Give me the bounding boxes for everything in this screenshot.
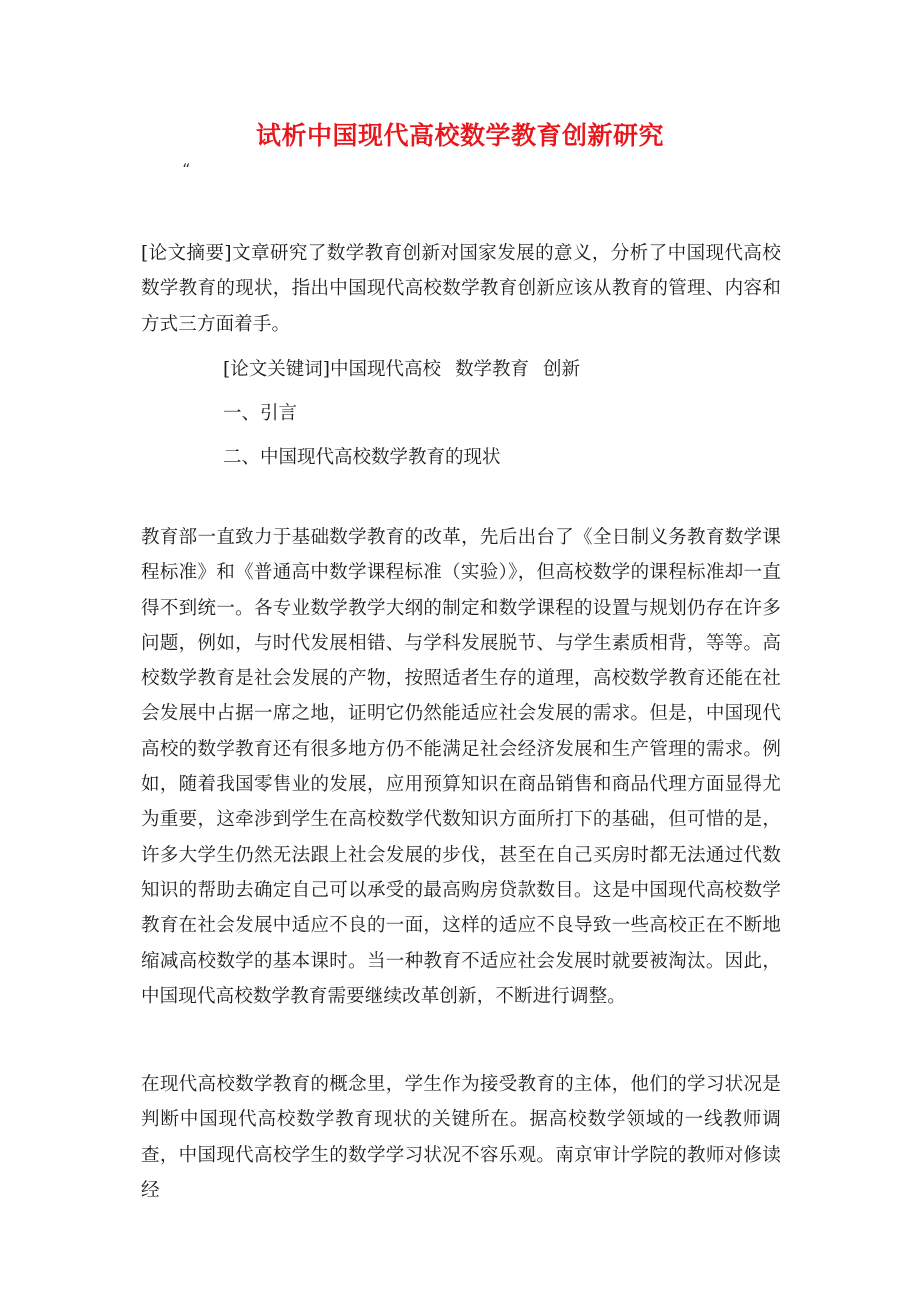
opening-quote-mark: “ [182, 160, 191, 179]
body-paragraph-2: 在现代高校数学教育的概念里，学生作为接受教育的主体，他们的学习状况是判断中国现代高校数学教育现状的关键所在。据高校数学领域的一线教师调查，中国现代高校学生的数学学习状况不容乐观。南京审计学院的教师对修读经 [141, 1074, 781, 1201]
section-heading-status: 二、中国现代高校数学教育的现状 [223, 447, 501, 468]
abstract-paragraph: [论文摘要]文章研究了数学教育创新对国家发展的意义，分析了中国现代高校数学教育的现状，指出中国现代高校数学教育创新应该从教育的管理、内容和方式三方面着手。 [141, 243, 781, 335]
keywords-label: [论文关键词] [223, 359, 330, 380]
section-heading-intro: 一、引言 [223, 403, 298, 424]
keywords-line [223, 358, 580, 382]
keyword-1: 中国现代高校 [329, 359, 441, 380]
keyword-3: 创新 [542, 359, 580, 380]
body-paragraph-1: 教育部一直致力于基础数学教育的改革，先后出台了《全日制义务教育数学课程标准》和《普通高中数学课程标准（实验）》，但高校数学的课程标准却一直得不到统一。各专业数学教学大纲的制定和数学课程的设置与规划仍存在许多问题，例如，与时代发展相错、与学科发展脱节、与学生素质相背，等等。高校数学教育是社会发展的产物，按照适者生存的道理，高校数学教育还能在社会发展中占据一席之地，证明它仍然能适应社会发展的需求。但是，中国现代高校的数学教育还有很多地方仍不能满足社会经济发展和生产管理的需求。例如，随着我国零售业的发展，应用预算知识在商品销售和商品代理方面显得尤为重要，这牵涉到学生在高校数学代数知识方面所打下的基础，但可惜的是，许多大学生仍然无法跟上社会发展的步伐，甚至在自己买房时都无法通过代数知识的帮助去确定自己可以承受的最高购房贷款数目。这是中国现代高校数学教育在社会发展中适应不良的一面，这样的适应不良导致一些高校正在不断地缩减高校数学的基本课时。当一种教育不适应社会发展时就要被淘汰。因此，中国现代高校数学教育需要继续改革创新，不断进行调整。 [141, 527, 781, 1007]
document-title: 试析中国现代高校数学教育创新研究 [255, 121, 664, 150]
keyword-2: 数学教育 [454, 359, 529, 380]
